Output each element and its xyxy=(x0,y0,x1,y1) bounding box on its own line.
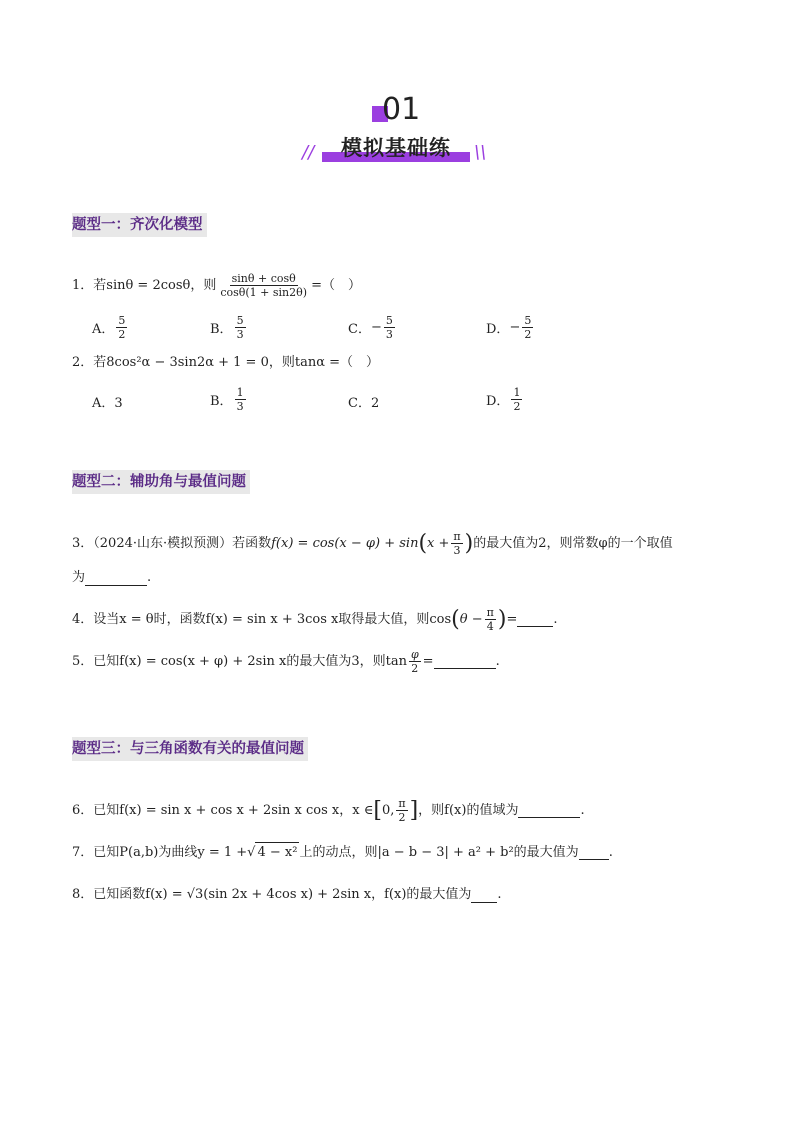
q6-inner: 0, xyxy=(381,802,395,818)
option-den: 3 xyxy=(236,328,244,341)
q4-equals: = xyxy=(506,611,518,627)
q5-answer-blank[interactable] xyxy=(434,654,496,669)
q6-bracket-open: [ xyxy=(373,797,382,823)
q6-answer-blank[interactable] xyxy=(518,803,580,818)
section-heading-2: 题型二：辅助角与最值问题 xyxy=(72,470,250,494)
question-6: 6．已知f(x) = sin x + cos x + 2sin x cos x，x ∈ [ 0, $\frac{\pi}{2}$ ] ，则f(x)的值域为 . xyxy=(72,797,585,824)
page-title: 模拟基础练 xyxy=(341,136,451,160)
q1-frac-den: cosθ(1 + sin2θ) xyxy=(220,286,308,299)
q1-option-a[interactable] xyxy=(92,314,129,341)
q6-bracket-close: ] xyxy=(409,797,419,823)
question-8: 8．已知函数f(x) = √3(sin 2x + 4cos x) + 2sin x，f(x)的最大值为 . xyxy=(72,885,502,905)
q3-paren-close: ) xyxy=(464,530,474,556)
q5-den: 2 xyxy=(411,662,419,675)
section-heading-3: 题型三：与三角函数有关的最值问题 xyxy=(72,737,308,761)
q1-option-b[interactable] xyxy=(210,314,248,341)
q4-pi: π xyxy=(486,606,494,619)
question-2 xyxy=(72,353,379,373)
q7-answer-blank[interactable] xyxy=(579,845,609,860)
q3-source: 3．（2024·山东·模拟预测）若函数 xyxy=(72,535,272,551)
q3-den: 3 xyxy=(453,544,461,557)
q1-prefix: 1．若sinθ = 2cosθ，则 xyxy=(72,277,217,293)
option-label: B． xyxy=(210,394,233,409)
q4-paren-close: ) xyxy=(497,606,507,632)
q1-suffix: =（ ） xyxy=(311,277,361,293)
option-label: B． xyxy=(210,322,233,337)
q3-line2-text: 为 xyxy=(72,570,86,585)
q7-radicand: 4 − x² xyxy=(255,842,299,863)
option-den: 3 xyxy=(236,400,244,413)
q5-text: 5．已知f(x) = cos(x + φ) + 2sin x的最大值为3，则tan xyxy=(72,653,407,669)
option-label: C． xyxy=(348,322,371,337)
q3-answer-blank[interactable] xyxy=(85,571,147,586)
q7-tail: 上的动点，则|a − b − 3| + a² + b²的最大值为 xyxy=(299,844,579,860)
q2-option-a[interactable] xyxy=(92,392,123,411)
option-num: 5 xyxy=(385,314,393,327)
option-den: 2 xyxy=(524,328,532,341)
q3-tail: 的最大值为2，则常数φ的一个取值 xyxy=(473,535,673,551)
q6-pi: π xyxy=(398,797,406,810)
q2-text: 2．若8cos²α − 3sin2α + 1 = 0，则tanα =（ ） xyxy=(72,355,379,370)
option-label: D． xyxy=(486,322,510,337)
q2-option-d[interactable] xyxy=(486,386,524,413)
option-label: D． xyxy=(486,394,510,409)
page-banner xyxy=(302,132,487,166)
q4-den: 4 xyxy=(486,620,494,633)
option-den: 3 xyxy=(385,328,393,341)
section-number xyxy=(370,92,430,128)
question-3-line2: 为 . xyxy=(72,568,151,588)
q1-fraction xyxy=(218,272,309,299)
q1-frac-num: sinθ + cosθ xyxy=(231,272,296,285)
option-num: 5 xyxy=(524,314,532,327)
option-num: 1 xyxy=(513,386,521,399)
question-1 xyxy=(72,272,361,299)
q3-function: f(x) = cos(x − φ) + sin xyxy=(271,535,419,551)
q6-den: 2 xyxy=(398,811,406,824)
q8-answer-blank[interactable] xyxy=(471,888,497,903)
option-num: 1 xyxy=(236,386,244,399)
q4-inner: θ − xyxy=(459,611,483,627)
option-num: 5 xyxy=(236,314,244,327)
q1-option-c[interactable] xyxy=(348,314,397,341)
q6-tail: ，则f(x)的值域为 xyxy=(418,802,519,818)
question-7: 7．已知P(a,b)为曲线y = 1 + √ 4 − x² 上的动点，则|a − b − 3| + a² + b²的最大值为 . xyxy=(72,842,613,863)
q4-text: 4．设当x = θ时，函数f(x) = sin x + 3cos x取得最大值，则cos xyxy=(72,611,452,627)
option-text: C．2 xyxy=(348,396,380,411)
section-heading-1: 题型一：齐次化模型 xyxy=(72,213,207,237)
q2-option-c[interactable] xyxy=(348,392,379,411)
option-text: A．3 xyxy=(92,396,123,411)
q6-text: 6．已知f(x) = sin x + cos x + 2sin x cos x，x ∈ xyxy=(72,802,374,818)
q4-answer-blank[interactable] xyxy=(517,612,553,627)
q3-inner: x + xyxy=(427,535,450,551)
question-3 xyxy=(72,530,673,557)
q2-option-b[interactable] xyxy=(210,386,248,413)
option-num: 5 xyxy=(118,314,126,327)
q1-option-d[interactable] xyxy=(486,314,535,341)
banner-right-mark: \\ xyxy=(474,142,487,163)
option-sign: − xyxy=(509,320,521,335)
question-4: 4．设当x = θ时，函数f(x) = sin x + 3cos x取得最大值，则cos ( θ − $\frac{\pi}{4}$ ) = . xyxy=(72,606,558,633)
q4-paren-open: ( xyxy=(451,606,460,632)
q3-paren-open: ( xyxy=(418,530,428,556)
option-den: 2 xyxy=(118,328,126,341)
question-5: 5．已知f(x) = cos(x + φ) + 2sin x的最大值为3，则tan $\frac{\varphi}{2}$ = . xyxy=(72,648,500,675)
q8-text: 8．已知函数f(x) = √3(sin 2x + 4cos x) + 2sin x，f(x)的最大值为 xyxy=(72,887,472,902)
q5-equals: = xyxy=(422,653,434,669)
sqrt-icon: √ xyxy=(247,844,256,860)
option-sign: − xyxy=(370,320,382,335)
option-den: 2 xyxy=(513,400,521,413)
section-number-text: 01 xyxy=(382,92,421,127)
q3-pi: π xyxy=(453,530,461,543)
banner-left-mark: // xyxy=(302,142,315,163)
option-label: A． xyxy=(92,322,115,337)
q5-phi: φ xyxy=(410,648,419,661)
q7-text: 7．已知P(a,b)为曲线y = 1 + xyxy=(72,844,248,860)
